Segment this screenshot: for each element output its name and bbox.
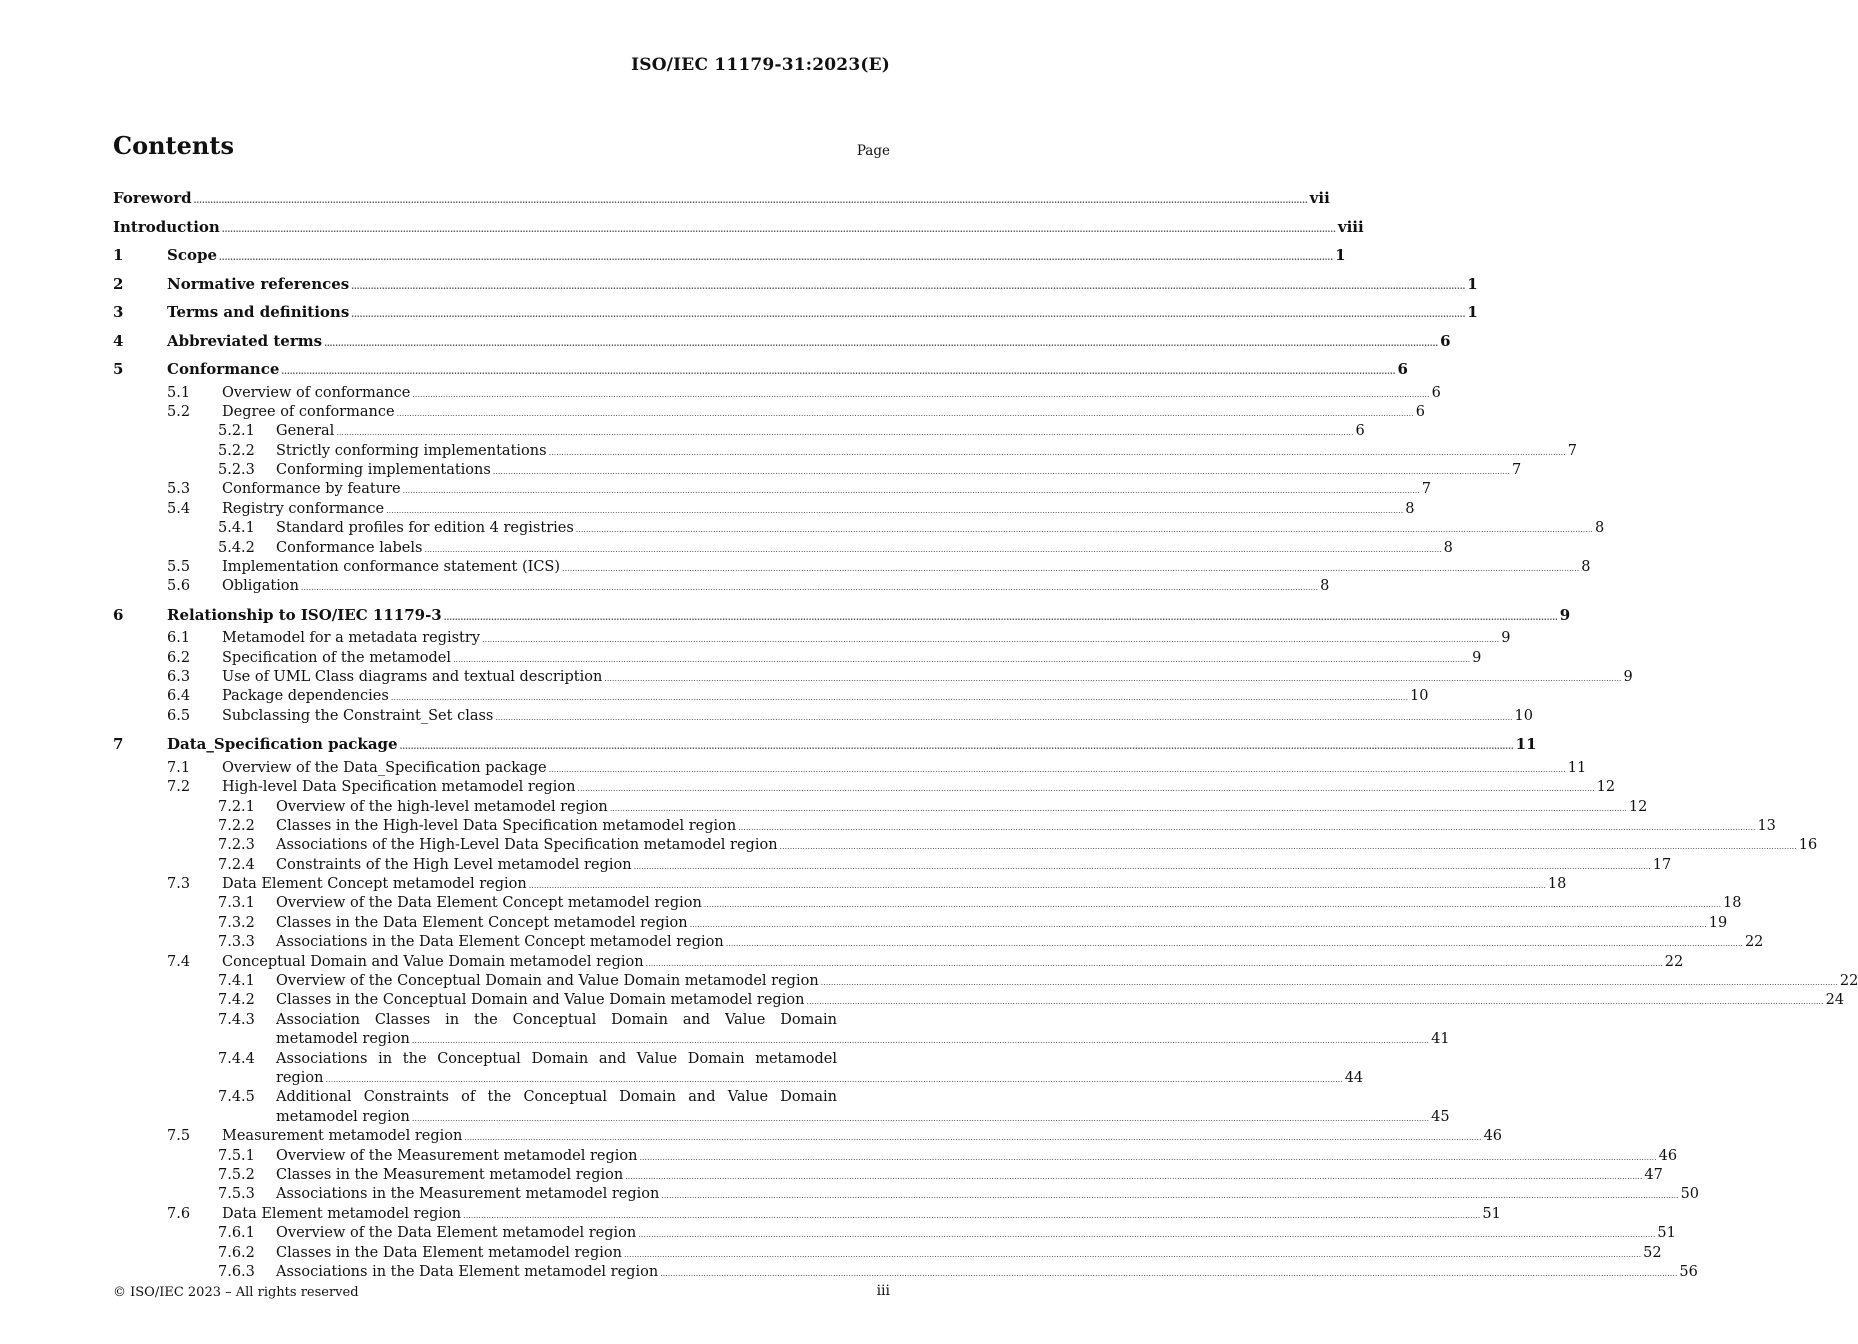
toc-entry-number: 5.1 — [167, 384, 191, 401]
toc-entry[interactable] — [113, 422, 1365, 441]
toc-entry[interactable] — [113, 601, 1571, 630]
dot-leader: ................................................................................................................................................................................................................................................................................................................................................................................................................ — [623, 1249, 1642, 1259]
dot-leader: ................................................................................................................................................................................................................................................................................................................................................................................................................ — [638, 1230, 1656, 1240]
toc-entry[interactable] — [113, 778, 1616, 797]
toc-entry[interactable] — [113, 1011, 1450, 1050]
toc-entry-page: 8 — [1581, 559, 1591, 576]
dot-leader: ................................................................................................................................................................................................................................................................................................................................................................................................................ — [495, 712, 1513, 722]
toc-entry-number: 5.2.1 — [218, 423, 255, 440]
toc-entry[interactable] — [113, 972, 1858, 991]
dot-leader: ................................................................................................................................................................................................................................................................................................................................................................................................................ — [424, 544, 1442, 554]
toc-entry-page: 19 — [1708, 914, 1728, 931]
dot-leader: ................................................................................................................................................................................................................................................................................................................................................................................................................ — [738, 822, 1756, 832]
toc-entry-title: Conformance — [167, 360, 280, 378]
toc-entry[interactable] — [113, 500, 1415, 519]
toc-entry[interactable] — [113, 577, 1330, 596]
toc-entry-page: 9 — [1501, 630, 1511, 647]
toc-entry-page: 9 — [1472, 649, 1482, 666]
dot-leader: ................................................................................................................................................................................................................................................................................................................................................................................................................ — [386, 505, 1404, 515]
toc-entry-title-continued: metamodel region — [276, 1031, 410, 1048]
toc-entry[interactable] — [113, 730, 1537, 759]
toc-entry-page: 7 — [1512, 462, 1522, 479]
toc-entry-number: 7.2 — [167, 779, 191, 796]
page-number: iii — [876, 1283, 890, 1299]
toc-entry-page: 51 — [1657, 1225, 1676, 1242]
toc-entry-number: 7.6.1 — [218, 1225, 255, 1242]
toc-entry-page: 9 — [1559, 605, 1571, 624]
toc-entry[interactable] — [113, 953, 1684, 972]
toc-entry[interactable] — [113, 894, 1742, 913]
toc-entry-number: 7.4.4 — [218, 1050, 255, 1067]
toc-entry[interactable] — [113, 558, 1591, 577]
toc-entry-title: Introduction — [113, 217, 220, 236]
dot-leader: ................................................................................................................................................................................................................................................................................................................................................................................................................ — [221, 223, 1336, 234]
toc-entry-number: 2 — [113, 274, 124, 293]
dot-leader: ................................................................................................................................................................................................................................................................................................................................................................................................................ — [548, 764, 1566, 774]
toc-entry-page: 6 — [1431, 384, 1441, 401]
toc-entry-number: 6.5 — [167, 707, 191, 724]
toc-entry-title: Classes in the Conceptual Domain and Value Domain metamodel region — [276, 992, 805, 1009]
toc-entry-page: 52 — [1643, 1244, 1662, 1261]
toc-entry-title: Classes in the High-level Data Specification metamodel region — [276, 817, 737, 834]
toc-entry[interactable] — [113, 184, 1330, 213]
toc-entry[interactable] — [113, 384, 1441, 403]
toc-entry-title: Conforming implementations — [276, 462, 491, 479]
toc-entry-title: Associations in the Data Element metamodel region — [276, 1263, 659, 1280]
toc-entry-page: 45 — [1431, 1108, 1450, 1125]
dot-leader: ................................................................................................................................................................................................................................................................................................................................................................................................................ — [482, 635, 1500, 645]
toc-entry-number: 7.3.1 — [218, 895, 255, 912]
toc-entry-page: 6 — [1415, 403, 1425, 420]
dot-leader: ................................................................................................................................................................................................................................................................................................................................................................................................................ — [399, 741, 1514, 752]
toc-entry[interactable] — [113, 1205, 1501, 1224]
dot-leader: ................................................................................................................................................................................................................................................................................................................................................................................................................ — [661, 1191, 1679, 1201]
toc-entry[interactable] — [113, 355, 1408, 384]
toc-entry[interactable] — [113, 1224, 1676, 1243]
toc-entry-number: 6.4 — [167, 688, 191, 705]
toc-entry-page: 22 — [1744, 934, 1764, 951]
dot-leader: ................................................................................................................................................................................................................................................................................................................................................................................................................ — [412, 389, 1430, 399]
toc-entry-page: 56 — [1679, 1263, 1698, 1280]
document-id-header: ISO/IEC 11179-31:2023(E) — [631, 55, 890, 75]
dot-leader: ................................................................................................................................................................................................................................................................................................................................................................................................................ — [660, 1268, 1678, 1278]
toc-entry-title: Overview of the high-level metamodel region — [276, 798, 608, 815]
toc-entry[interactable] — [113, 213, 1364, 242]
toc-entry[interactable] — [113, 1127, 1503, 1146]
dot-leader: ................................................................................................................................................................................................................................................................................................................................................................................................................ — [463, 1210, 1481, 1220]
toc-entry-title: Associations of the High-Level Data Specification metamodel region — [276, 837, 778, 854]
dot-leader: ................................................................................................................................................................................................................................................................................................................................................................................................................ — [725, 939, 1743, 949]
toc-entry-page: 12 — [1596, 779, 1616, 796]
dot-leader: ................................................................................................................................................................................................................................................................................................................................................................................................................ — [779, 842, 1797, 852]
toc-entry-number: 7.4.1 — [218, 973, 255, 990]
dot-leader: ................................................................................................................................................................................................................................................................................................................................................................................................................ — [396, 408, 1414, 418]
toc-entry-title: Additional Constraints of the Conceptual Domain and Value Domain — [276, 1089, 837, 1106]
toc-entry[interactable] — [113, 687, 1429, 706]
toc-entry-number: 6.1 — [167, 630, 191, 647]
toc-entry-number: 5.5 — [167, 559, 191, 576]
toc-entry-page: 17 — [1652, 856, 1672, 873]
toc-entry-number: 5.2.2 — [218, 442, 255, 459]
toc-entry-page: 8 — [1320, 578, 1330, 595]
toc-entry-page: 22 — [1839, 973, 1858, 990]
toc-entry-page: 44 — [1344, 1070, 1364, 1087]
dot-leader: ................................................................................................................................................................................................................................................................................................................................................................................................................ — [703, 900, 1722, 910]
toc-entry-number: 3 — [113, 303, 124, 321]
page-column-label: Page — [856, 143, 890, 159]
dot-leader: ................................................................................................................................................................................................................................................................................................................................................................................................................ — [402, 486, 1420, 496]
toc-entry-title: Overview of conformance — [222, 384, 411, 401]
toc-entry-page: 16 — [1798, 837, 1818, 854]
toc-entry[interactable] — [113, 798, 1648, 817]
toc-entry-page: 10 — [1410, 688, 1429, 705]
toc-entry-title: Overview of the Data Element Concept metamodel region — [276, 895, 702, 912]
toc-entry-page: 8 — [1405, 500, 1415, 517]
toc-entry[interactable] — [113, 817, 1776, 836]
toc-entry-title: Package dependencies — [222, 688, 389, 705]
toc-entry-title: Data_Specification package — [167, 735, 398, 754]
toc-entry-number: 1 — [113, 246, 124, 264]
toc-entry[interactable] — [113, 442, 1577, 461]
toc-entry-number: 5.2 — [167, 403, 191, 420]
dot-leader: ................................................................................................................................................................................................................................................................................................................................................................................................................ — [645, 958, 1663, 968]
toc-entry-page: 9 — [1623, 669, 1633, 686]
toc-entry-title: Terms and definitions — [167, 303, 350, 321]
toc-entry-title: Subclassing the Constraint_Set class — [222, 707, 494, 724]
toc-entry-title: General — [276, 423, 335, 440]
toc-entry-title: Constraints of the High Level metamodel region — [276, 856, 632, 873]
toc-entry-number: 7.4.5 — [218, 1089, 255, 1106]
toc-entry[interactable] — [113, 1244, 1662, 1263]
dot-leader: ................................................................................................................................................................................................................................................................................................................................................................................................................ — [575, 525, 1593, 535]
toc-entry-number: 5.4.2 — [218, 539, 255, 556]
toc-entry-page: 46 — [1658, 1147, 1678, 1164]
toc-entry-title: Scope — [167, 246, 218, 264]
toc-entry-page: 10 — [1514, 707, 1533, 724]
dot-leader: ................................................................................................................................................................................................................................................................................................................................................................................................................ — [390, 693, 1409, 703]
toc-entry-page: 6 — [1397, 360, 1408, 378]
toc-entry-title: Overview of the Data Element metamodel region — [276, 1225, 637, 1242]
page-title: Contents — [113, 131, 234, 160]
dot-leader: ................................................................................................................................................................................................................................................................................................................................................................................................................ — [219, 252, 1334, 262]
toc-entry-page: 8 — [1594, 520, 1605, 537]
toc-entry-number: 7.5.1 — [218, 1147, 255, 1164]
toc-entry-page: 24 — [1825, 992, 1845, 1009]
toc-entry[interactable] — [113, 1088, 1450, 1127]
toc-entry-page: 6 — [1355, 423, 1365, 440]
toc-entry[interactable] — [113, 461, 1522, 480]
dot-leader: ................................................................................................................................................................................................................................................................................................................................................................................................................ — [639, 1152, 1657, 1162]
toc-entry[interactable] — [113, 519, 1605, 538]
toc-entry-number: 5.3 — [167, 481, 191, 498]
toc-entry-title: Conceptual Domain and Value Domain metamodel region — [222, 953, 644, 970]
toc-entry-title: Overview of the Conceptual Domain and Value Domain metamodel region — [276, 973, 819, 990]
dot-leader: ................................................................................................................................................................................................................................................................................................................................................................................................................ — [281, 366, 1396, 376]
dot-leader: ................................................................................................................................................................................................................................................................................................................................................................................................................ — [464, 1133, 1482, 1143]
toc-entry[interactable] — [113, 707, 1533, 726]
dot-leader: ................................................................................................................................................................................................................................................................................................................................................................................................................ — [325, 1075, 1343, 1085]
toc-entry[interactable] — [113, 875, 1567, 894]
toc-entry-title: Associations in the Conceptual Domain and Value Domain metamodel — [276, 1050, 837, 1067]
toc-entry-number: 6 — [113, 605, 124, 624]
dot-leader: ................................................................................................................................................................................................................................................................................................................................................................................................................ — [351, 309, 1466, 319]
toc-entry-page: 11 — [1567, 759, 1587, 776]
toc-entry-number: 7.4 — [167, 953, 191, 970]
toc-entry[interactable] — [113, 539, 1453, 558]
toc-entry-page: 13 — [1757, 817, 1776, 834]
dot-leader: ................................................................................................................................................................................................................................................................................................................................................................................................................ — [492, 467, 1510, 477]
toc-entry-page: 47 — [1644, 1167, 1663, 1183]
toc-entry-number: 5.4 — [167, 500, 191, 517]
toc-entry-title: High-level Data Specification metamodel region — [222, 779, 576, 796]
dot-leader: ................................................................................................................................................................................................................................................................................................................................................................................................................ — [411, 1113, 1430, 1123]
toc-entry-title: Use of UML Class diagrams and textual description — [222, 669, 603, 686]
toc-entry-title: Conformance by feature — [222, 481, 401, 498]
copyright-footer: © ISO/IEC 2023 – All rights reserved — [113, 1285, 359, 1300]
dot-leader: ................................................................................................................................................................................................................................................................................................................................................................................................................ — [324, 337, 1439, 348]
toc-entry[interactable] — [113, 241, 1346, 270]
toc-entry[interactable] — [113, 1263, 1698, 1282]
toc-entry-number: 7.2.2 — [218, 817, 255, 834]
toc-entry-title: Classes in the Data Element metamodel region — [276, 1244, 622, 1261]
toc-entry[interactable] — [113, 403, 1425, 422]
table-of-contents — [113, 184, 1858, 1282]
dot-leader: ................................................................................................................................................................................................................................................................................................................................................................................................................ — [689, 919, 1707, 929]
toc-entry-title: Associations in the Data Element Concept metamodel region — [276, 934, 724, 951]
toc-entry-page: 7 — [1567, 442, 1577, 459]
toc-entry[interactable] — [113, 1050, 1364, 1089]
toc-entry-page: 6 — [1440, 331, 1451, 350]
toc-entry-number: 7.5 — [167, 1128, 191, 1145]
dot-leader: ................................................................................................................................................................................................................................................................................................................................................................................................................ — [452, 654, 1471, 664]
toc-entry[interactable] — [113, 327, 1451, 356]
toc-entry-number: 5 — [113, 360, 124, 378]
toc-entry-page: 18 — [1723, 895, 1742, 912]
toc-entry[interactable] — [113, 759, 1587, 778]
toc-entry[interactable] — [113, 836, 1818, 855]
dot-leader: ................................................................................................................................................................................................................................................................................................................................................................................................................ — [300, 583, 1319, 593]
dot-leader: ................................................................................................................................................................................................................................................................................................................................................................................................................ — [351, 280, 1466, 291]
toc-entry-number: 7.6.3 — [218, 1263, 255, 1280]
toc-entry-title: Data Element Concept metamodel region — [222, 876, 527, 893]
toc-entry-page: 8 — [1443, 539, 1453, 556]
dot-leader: ................................................................................................................................................................................................................................................................................................................................................................................................................ — [562, 564, 1580, 574]
toc-entry-page: viii — [1337, 217, 1364, 236]
toc-entry-page: 1 — [1335, 246, 1346, 264]
dot-leader: ................................................................................................................................................................................................................................................................................................................................................................................................................ — [193, 195, 1308, 205]
toc-entry-number: 5.4.1 — [218, 520, 255, 537]
dot-leader: ................................................................................................................................................................................................................................................................................................................................................................................................................ — [609, 803, 1627, 813]
dot-leader: ................................................................................................................................................................................................................................................................................................................................................................................................................ — [820, 978, 1838, 988]
toc-entry-title: Standard profiles for edition 4 registries — [276, 520, 574, 537]
toc-entry-number: 7.4.3 — [218, 1011, 255, 1028]
toc-entry-number: 7 — [113, 735, 124, 754]
toc-entry-title-continued: metamodel region — [276, 1108, 410, 1125]
toc-entry-title: Overview of the Measurement metamodel region — [276, 1147, 638, 1164]
toc-entry[interactable] — [113, 856, 1672, 875]
toc-entry[interactable] — [113, 1166, 1663, 1185]
toc-entry-page: 46 — [1483, 1128, 1503, 1145]
toc-entry-title: Abbreviated terms — [167, 331, 323, 350]
toc-entry-page: 1 — [1467, 274, 1478, 293]
toc-entry-title: Associations in the Measurement metamodel region — [276, 1186, 660, 1203]
toc-entry-title: Measurement metamodel region — [222, 1128, 463, 1145]
dot-leader: ................................................................................................................................................................................................................................................................................................................................................................................................................ — [411, 1036, 1430, 1046]
toc-entry-title: Relationship to ISO/IEC 11179-3 — [167, 605, 442, 624]
toc-entry-number: 4 — [113, 331, 124, 350]
dot-leader: ................................................................................................................................................................................................................................................................................................................................................................................................................ — [806, 997, 1824, 1007]
toc-entry-title-continued: region — [276, 1070, 324, 1087]
dot-leader: ................................................................................................................................................................................................................................................................................................................................................................................................................ — [604, 674, 1622, 684]
toc-entry[interactable] — [113, 668, 1633, 687]
toc-entry-number: 5.6 — [167, 578, 191, 595]
toc-entry-title: Overview of the Data_Specification package — [222, 759, 547, 776]
toc-entry-title: Obligation — [222, 578, 299, 595]
dot-leader: ................................................................................................................................................................................................................................................................................................................................................................................................................ — [528, 881, 1546, 891]
toc-entry-number: 7.2.4 — [218, 856, 255, 873]
toc-entry-page: 1 — [1467, 303, 1478, 321]
toc-entry-number: 7.5.3 — [218, 1186, 255, 1203]
toc-entry[interactable] — [113, 933, 1764, 952]
toc-entry-title: Degree of conformance — [222, 403, 395, 420]
toc-entry-number: 7.5.2 — [218, 1167, 255, 1183]
toc-entry-title: Foreword — [113, 189, 192, 207]
toc-entry-title: Specification of the metamodel — [222, 649, 451, 666]
toc-entry[interactable] — [113, 991, 1845, 1010]
toc-entry-page: 51 — [1482, 1205, 1501, 1222]
toc-entry-page: 18 — [1547, 876, 1567, 893]
dot-leader: ................................................................................................................................................................................................................................................................................................................................................................................................................ — [625, 1172, 1643, 1181]
toc-entry-page: 22 — [1664, 953, 1684, 970]
toc-entry-title: Metamodel for a metadata registry — [222, 630, 481, 647]
toc-entry[interactable] — [113, 629, 1511, 648]
toc-entry[interactable] — [113, 649, 1482, 668]
dot-leader: ................................................................................................................................................................................................................................................................................................................................................................................................................ — [443, 611, 1558, 622]
toc-entry-title: Registry conformance — [222, 500, 385, 517]
toc-entry-number: 6.3 — [167, 669, 191, 686]
toc-entry-title: Conformance labels — [276, 539, 423, 556]
toc-entry[interactable] — [113, 914, 1728, 933]
toc-entry-page: vii — [1309, 189, 1330, 207]
dot-leader: ................................................................................................................................................................................................................................................................................................................................................................................................................ — [336, 428, 1354, 438]
toc-entry-number: 6.2 — [167, 649, 191, 666]
dot-leader: ................................................................................................................................................................................................................................................................................................................................................................................................................ — [577, 784, 1595, 794]
toc-entry[interactable] — [113, 298, 1478, 327]
toc-entry-number: 7.1 — [167, 759, 191, 776]
toc-entry-page: 11 — [1515, 735, 1537, 754]
toc-entry-title: Strictly conforming implementations — [276, 442, 547, 459]
toc-entry-title: Classes in the Measurement metamodel region — [276, 1167, 624, 1183]
toc-entry-number: 7.3.2 — [218, 914, 255, 931]
toc-entry-number: 7.4.2 — [218, 992, 255, 1009]
toc-entry-number: 5.2.3 — [218, 462, 255, 479]
toc-entry-title: Association Classes in the Conceptual Domain and Value Domain — [276, 1011, 837, 1028]
toc-entry-number: 7.2.3 — [218, 837, 255, 854]
toc-entry-number: 7.6.2 — [218, 1244, 255, 1261]
toc-entry-number: 7.2.1 — [218, 798, 255, 815]
toc-entry-title: Normative references — [167, 274, 350, 293]
toc-entry-title: Implementation conformance statement (ICS) — [222, 559, 561, 576]
toc-entry-title: Classes in the Data Element Concept metamodel region — [276, 914, 688, 931]
toc-entry-title: Data Element metamodel region — [222, 1205, 462, 1222]
toc-entry[interactable] — [113, 1147, 1678, 1166]
toc-entry-number: 7.6 — [167, 1205, 191, 1222]
dot-leader: ................................................................................................................................................................................................................................................................................................................................................................................................................ — [548, 447, 1566, 457]
toc-entry-page: 50 — [1680, 1186, 1700, 1203]
toc-entry-number: 7.3 — [167, 876, 191, 893]
toc-entry[interactable] — [113, 1185, 1700, 1204]
toc-entry-page: 12 — [1628, 798, 1648, 815]
dot-leader: ................................................................................................................................................................................................................................................................................................................................................................................................................ — [633, 861, 1651, 871]
toc-entry[interactable] — [113, 270, 1478, 299]
toc-entry-page: 7 — [1421, 481, 1432, 498]
toc-entry-page: 41 — [1431, 1031, 1450, 1048]
toc-entry[interactable] — [113, 480, 1432, 499]
toc-entry-number: 7.3.3 — [218, 934, 255, 951]
